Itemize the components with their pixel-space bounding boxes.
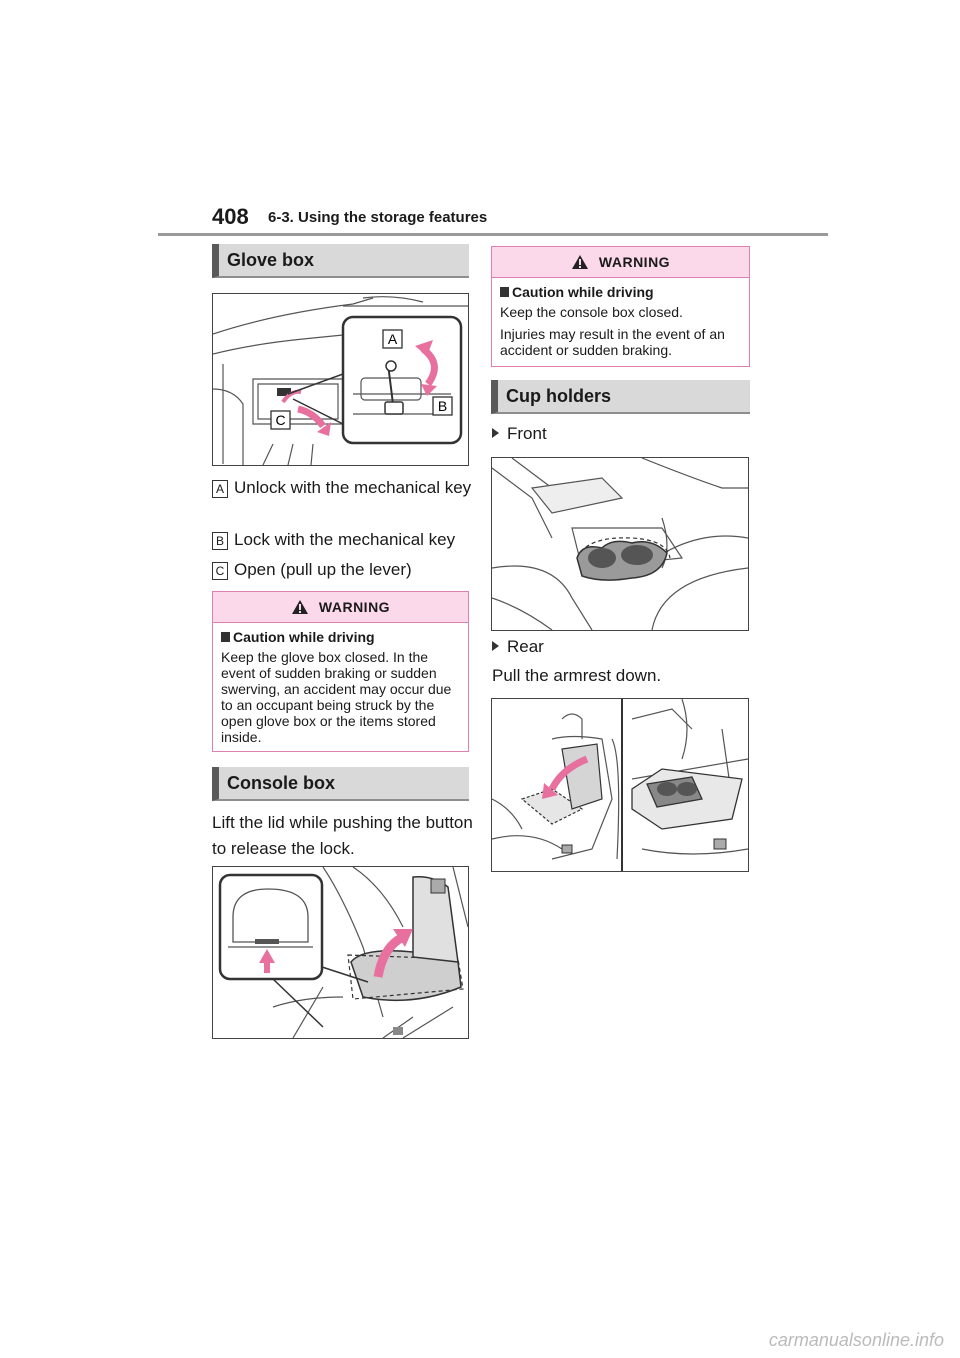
front-label: Front <box>492 423 547 445</box>
warning-label: WARNING <box>318 599 391 615</box>
legend-item-c <box>212 559 412 581</box>
legend-key: B <box>212 532 228 550</box>
section-heading-glove-box: Glove box <box>212 244 469 278</box>
warning-subhead: Caution while driving <box>500 282 741 302</box>
rear-cup-holder-illustration <box>491 698 749 872</box>
figure-label-a: A <box>387 331 398 347</box>
legend-text: Lock with the mechanical key <box>234 530 456 549</box>
warning-label: WARNING <box>598 254 671 270</box>
legend-key: A <box>212 480 228 498</box>
front-cup-holder-illustration <box>491 457 749 631</box>
triangle-bullet-icon <box>492 641 499 651</box>
square-bullet-icon <box>500 287 509 297</box>
warning-heading <box>492 247 749 278</box>
console-box-instructions: Lift the lid while pushing the button to release the lock. <box>212 813 473 858</box>
console-box-illustration <box>212 866 469 1039</box>
warning-subhead: Caution while driving <box>221 627 460 647</box>
section-heading-cup-holders: Cup holders <box>491 380 750 414</box>
figure-label-c: C <box>275 412 286 428</box>
warning-text-line1: Keep the console box closed. <box>500 304 683 320</box>
rear-label: Rear <box>492 636 544 658</box>
page-number: 408 <box>212 204 249 229</box>
warning-heading <box>213 592 468 623</box>
glove-box-warning <box>212 591 469 752</box>
legend-item-b <box>212 529 456 551</box>
section-heading-console-box: Console box <box>212 767 469 801</box>
legend-key: C <box>212 562 228 580</box>
warning-icon <box>291 599 309 615</box>
warning-icon <box>571 254 589 270</box>
header-rule <box>158 233 828 236</box>
watermark-url: carmanualsonline.info <box>768 1330 944 1350</box>
legend-text: Open (pull up the lever) <box>234 560 412 579</box>
console-box-warning <box>491 246 750 367</box>
page-header <box>212 204 828 234</box>
triangle-bullet-icon <box>492 428 499 438</box>
warning-text-line2: Injuries may result in the event of an accident or sudden braking. <box>500 326 725 358</box>
glove-box-illustration <box>212 293 469 466</box>
rear-instructions: Pull the armrest down. <box>492 666 662 685</box>
warning-text: Keep the glove box closed. In the event of sudden braking or sudden swerving, an accident may occur due to an occupant being struck by the open glove box or the items stored inside. <box>221 649 452 745</box>
legend-item-a <box>212 477 472 499</box>
chapter-title: 6-3. Using the storage features <box>268 209 488 226</box>
legend-text: Unlock with the mechanical key <box>234 478 472 497</box>
square-bullet-icon <box>221 632 230 642</box>
figure-label-b: B <box>437 398 448 414</box>
